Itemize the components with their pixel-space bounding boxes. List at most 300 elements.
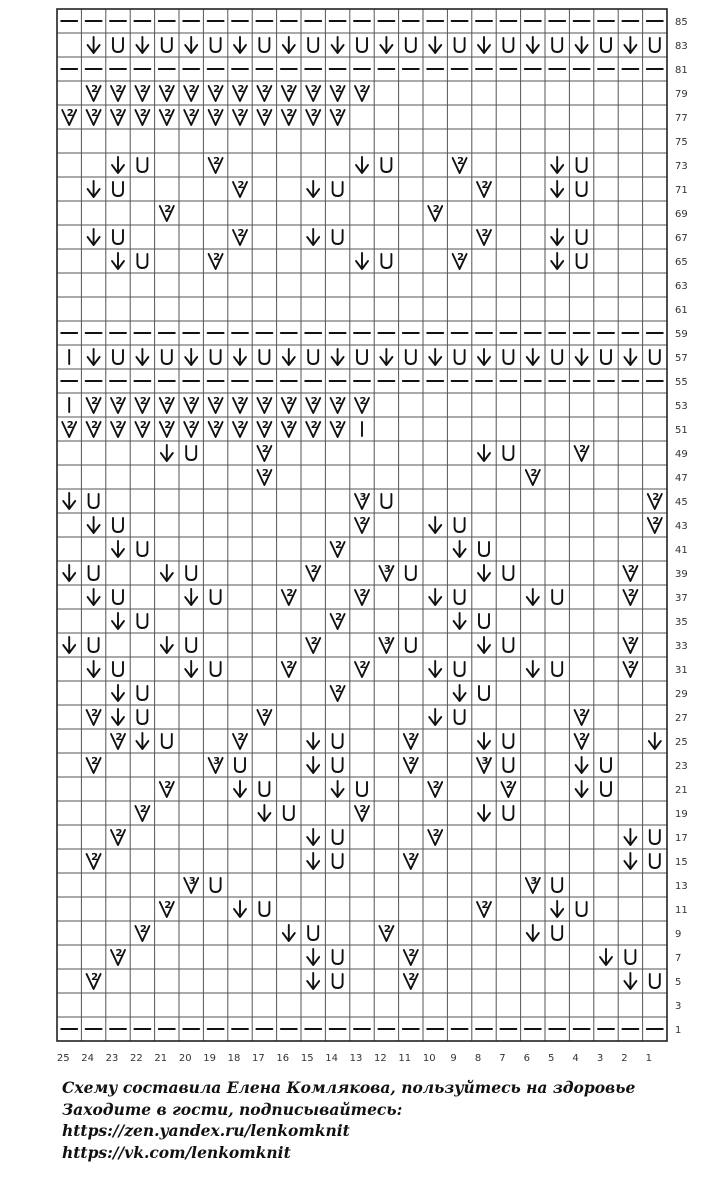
decrease-count-label: 2 xyxy=(408,732,416,743)
yarn-over-symbol xyxy=(113,518,123,532)
yarn-over-symbol xyxy=(650,974,660,988)
slip-stitch-symbol xyxy=(429,517,441,533)
yarn-over-symbol xyxy=(259,350,269,364)
slip-stitch-symbol xyxy=(429,589,441,605)
decrease-2-symbol xyxy=(135,396,149,413)
slip-stitch-symbol xyxy=(576,37,588,53)
decrease-count-label: 2 xyxy=(139,420,147,431)
slip-stitch-symbol xyxy=(136,37,148,53)
column-label: 7 xyxy=(499,1053,506,1064)
column-label: 11 xyxy=(398,1053,412,1064)
decrease-count-label: 2 xyxy=(359,804,367,815)
column-label: 18 xyxy=(227,1053,241,1064)
decrease-2-symbol xyxy=(331,420,345,437)
decrease-2-symbol xyxy=(331,684,345,701)
decrease-count-label: 2 xyxy=(310,420,318,431)
decrease-count-label: 2 xyxy=(213,108,221,119)
decrease-count-label: 2 xyxy=(213,156,221,167)
yarn-over-symbol xyxy=(552,350,562,364)
decrease-count-label: 2 xyxy=(652,516,660,527)
slip-stitch-symbol xyxy=(234,349,246,365)
decrease-count-label: 2 xyxy=(139,804,147,815)
decrease-count-label: 2 xyxy=(310,396,318,407)
decrease-count-label: 2 xyxy=(261,108,269,119)
row-label: 43 xyxy=(675,521,688,532)
decrease-count-label: 2 xyxy=(579,708,587,719)
column-label: 23 xyxy=(105,1053,119,1064)
decrease-2-symbol xyxy=(87,420,101,437)
yarn-over-symbol xyxy=(601,38,611,52)
slip-stitch-symbol xyxy=(551,157,563,173)
yarn-over-symbol xyxy=(552,926,562,940)
yarn-over-symbol xyxy=(381,494,391,508)
decrease-3-symbol xyxy=(477,756,491,773)
yarn-over-symbol xyxy=(455,590,465,604)
decrease-count-label: 2 xyxy=(66,420,74,431)
decrease-count-label: 2 xyxy=(261,396,269,407)
decrease-count-label: 2 xyxy=(237,108,245,119)
decrease-2-symbol xyxy=(233,420,247,437)
yarn-over-symbol xyxy=(186,566,196,580)
decrease-count-label: 2 xyxy=(627,564,635,575)
decrease-2-symbol xyxy=(623,636,637,653)
slip-stitch-symbol xyxy=(307,829,319,845)
slip-stitch-symbol xyxy=(63,637,75,653)
decrease-2-symbol xyxy=(257,84,271,101)
yarn-over-symbol xyxy=(406,38,416,52)
decrease-count-label: 3 xyxy=(383,636,391,647)
slip-stitch-symbol xyxy=(356,157,368,173)
yarn-over-symbol xyxy=(601,782,611,796)
decrease-2-symbol xyxy=(257,468,271,485)
yarn-over-symbol xyxy=(113,182,123,196)
column-label: 2 xyxy=(621,1053,628,1064)
yarn-over-symbol xyxy=(503,446,513,460)
decrease-2-symbol xyxy=(87,108,101,125)
column-label: 4 xyxy=(572,1053,579,1064)
decrease-2-symbol xyxy=(184,420,198,437)
decrease-count-label: 2 xyxy=(335,540,343,551)
decrease-2-symbol xyxy=(306,564,320,581)
slip-stitch-symbol xyxy=(112,541,124,557)
slip-stitch-symbol xyxy=(429,709,441,725)
decrease-count-label: 2 xyxy=(261,444,269,455)
decrease-count-label: 2 xyxy=(91,420,99,431)
decrease-2-symbol xyxy=(209,252,223,269)
yarn-over-symbol xyxy=(503,806,513,820)
decrease-2-symbol xyxy=(257,708,271,725)
decrease-count-label: 2 xyxy=(66,108,74,119)
decrease-2-symbol xyxy=(209,108,223,125)
slip-stitch-symbol xyxy=(185,661,197,677)
decrease-2-symbol xyxy=(306,420,320,437)
decrease-2-symbol xyxy=(257,444,271,461)
decrease-2-symbol xyxy=(404,852,418,869)
decrease-count-label: 2 xyxy=(188,84,196,95)
decrease-count-label: 2 xyxy=(432,204,440,215)
decrease-count-label: 2 xyxy=(359,588,367,599)
yarn-over-symbol xyxy=(308,350,318,364)
decrease-2-symbol xyxy=(282,588,296,605)
slip-stitch-symbol xyxy=(429,37,441,53)
decrease-count-label: 2 xyxy=(164,84,172,95)
slip-stitch-symbol xyxy=(454,685,466,701)
decrease-count-label: 2 xyxy=(188,108,196,119)
decrease-count-label: 2 xyxy=(286,660,294,671)
decrease-count-label: 2 xyxy=(91,756,99,767)
slip-stitch-symbol xyxy=(283,349,295,365)
slip-stitch-symbol xyxy=(380,349,392,365)
yarn-over-symbol xyxy=(406,566,416,580)
decrease-count-label: 3 xyxy=(213,756,221,767)
yarn-over-symbol xyxy=(552,662,562,676)
decrease-2-symbol xyxy=(331,396,345,413)
decrease-2-symbol xyxy=(87,852,101,869)
decrease-count-label: 2 xyxy=(115,420,123,431)
slip-stitch-symbol xyxy=(112,613,124,629)
decrease-count-label: 2 xyxy=(91,852,99,863)
yarn-over-symbol xyxy=(503,350,513,364)
decrease-count-label: 2 xyxy=(139,924,147,935)
slip-stitch-symbol xyxy=(88,589,100,605)
slip-stitch-symbol xyxy=(307,853,319,869)
column-label: 19 xyxy=(203,1053,216,1064)
decrease-count-label: 2 xyxy=(164,780,172,791)
decrease-2-symbol xyxy=(87,84,101,101)
yarn-over-symbol xyxy=(137,254,147,268)
decrease-2-symbol xyxy=(233,108,247,125)
row-label: 83 xyxy=(675,41,688,52)
slip-stitch-symbol xyxy=(112,709,124,725)
row-label: 75 xyxy=(675,137,688,148)
yarn-over-symbol xyxy=(503,734,513,748)
decrease-count-label: 3 xyxy=(383,564,391,575)
row-label: 79 xyxy=(675,89,688,100)
row-label: 19 xyxy=(675,809,688,820)
slip-stitch-symbol xyxy=(88,517,100,533)
decrease-count-label: 2 xyxy=(481,900,489,911)
yarn-over-symbol xyxy=(162,734,172,748)
decrease-2-symbol xyxy=(282,396,296,413)
decrease-2-symbol xyxy=(526,468,540,485)
decrease-2-symbol xyxy=(623,588,637,605)
decrease-count-label: 2 xyxy=(91,108,99,119)
slip-stitch-symbol xyxy=(88,37,100,53)
decrease-count-label: 2 xyxy=(237,180,245,191)
row-label: 31 xyxy=(675,665,688,676)
yarn-over-symbol xyxy=(455,518,465,532)
yarn-over-symbol xyxy=(235,758,245,772)
decrease-2-symbol xyxy=(648,516,662,533)
decrease-2-symbol xyxy=(355,396,369,413)
decrease-2-symbol xyxy=(135,108,149,125)
decrease-2-symbol xyxy=(111,420,125,437)
row-labels xyxy=(675,17,688,1036)
decrease-count-label: 2 xyxy=(408,852,416,863)
decrease-2-symbol xyxy=(379,924,393,941)
slip-stitch-symbol xyxy=(551,901,563,917)
decrease-2-symbol xyxy=(428,828,442,845)
column-label: 14 xyxy=(325,1053,338,1064)
decrease-3-symbol xyxy=(209,756,223,773)
slip-stitch-symbol xyxy=(161,445,173,461)
slip-stitch-symbol xyxy=(478,637,490,653)
row-label: 29 xyxy=(675,689,688,700)
decrease-count-label: 2 xyxy=(383,924,391,935)
row-label: 25 xyxy=(675,737,688,748)
slip-stitch-symbol xyxy=(478,805,490,821)
slip-stitch-symbol xyxy=(234,781,246,797)
decrease-2-symbol xyxy=(282,84,296,101)
row-label: 65 xyxy=(675,257,688,268)
decrease-3-symbol xyxy=(379,636,393,653)
decrease-2-symbol xyxy=(257,420,271,437)
yarn-over-symbol xyxy=(186,446,196,460)
row-label: 77 xyxy=(675,113,688,124)
slip-stitch-symbol xyxy=(185,37,197,53)
decrease-count-label: 2 xyxy=(627,588,635,599)
decrease-2-symbol xyxy=(111,828,125,845)
decrease-count-label: 2 xyxy=(530,468,538,479)
decrease-count-label: 2 xyxy=(91,708,99,719)
decrease-2-symbol xyxy=(160,84,174,101)
slip-stitch-symbol xyxy=(624,349,636,365)
decrease-count-label: 2 xyxy=(188,420,196,431)
decrease-count-label: 2 xyxy=(457,156,465,167)
decrease-2-symbol xyxy=(501,780,515,797)
decrease-2-symbol xyxy=(453,156,467,173)
row-label: 41 xyxy=(675,545,688,556)
row-label: 63 xyxy=(675,281,688,292)
decrease-2-symbol xyxy=(306,108,320,125)
caption-link-zen[interactable]: https://zen.yandex.ru/lenkomknit xyxy=(62,1121,350,1140)
decrease-count-label: 2 xyxy=(359,396,367,407)
decrease-count-label: 3 xyxy=(188,876,196,887)
decrease-count-label: 2 xyxy=(237,84,245,95)
yarn-over-symbol xyxy=(406,350,416,364)
row-label: 61 xyxy=(675,305,688,316)
slip-stitch-symbol xyxy=(161,565,173,581)
decrease-count-label: 2 xyxy=(213,420,221,431)
decrease-count-label: 2 xyxy=(408,948,416,959)
decrease-2-symbol xyxy=(160,780,174,797)
decrease-count-label: 2 xyxy=(432,780,440,791)
decrease-2-symbol xyxy=(160,204,174,221)
row-label: 23 xyxy=(675,761,688,772)
slip-stitch-symbol xyxy=(576,349,588,365)
yarn-over-symbol xyxy=(211,38,221,52)
decrease-count-label: 2 xyxy=(164,420,172,431)
decrease-2-symbol xyxy=(209,84,223,101)
decrease-3-symbol xyxy=(355,492,369,509)
decrease-2-symbol xyxy=(355,84,369,101)
yarn-over-symbol xyxy=(113,590,123,604)
decrease-2-symbol xyxy=(404,756,418,773)
decrease-count-label: 2 xyxy=(335,420,343,431)
decrease-2-symbol xyxy=(306,636,320,653)
yarn-over-symbol xyxy=(89,638,99,652)
decrease-3-symbol xyxy=(184,876,198,893)
decrease-2-symbol xyxy=(233,396,247,413)
slip-stitch-symbol xyxy=(234,37,246,53)
row-label: 33 xyxy=(675,641,688,652)
decrease-count-label: 2 xyxy=(261,420,269,431)
decrease-2-symbol xyxy=(135,420,149,437)
row-label: 11 xyxy=(675,905,688,916)
yarn-over-symbol xyxy=(333,950,343,964)
row-label: 71 xyxy=(675,185,688,196)
decrease-2-symbol xyxy=(477,180,491,197)
slip-stitch-symbol xyxy=(624,37,636,53)
slip-stitch-symbol xyxy=(258,805,270,821)
decrease-2-symbol xyxy=(135,84,149,101)
decrease-2-symbol xyxy=(282,108,296,125)
yarn-over-symbol xyxy=(455,662,465,676)
column-label: 13 xyxy=(349,1053,363,1064)
yarn-over-symbol xyxy=(137,686,147,700)
decrease-2-symbol xyxy=(355,588,369,605)
decrease-2-symbol xyxy=(428,780,442,797)
slip-stitch-symbol xyxy=(527,589,539,605)
decrease-2-symbol xyxy=(648,492,662,509)
row-label: 9 xyxy=(675,929,682,940)
decrease-2-symbol xyxy=(306,84,320,101)
decrease-count-label: 2 xyxy=(579,444,587,455)
yarn-over-symbol xyxy=(381,254,391,268)
yarn-over-symbol xyxy=(333,854,343,868)
yarn-over-symbol xyxy=(162,350,172,364)
slip-stitch-symbol xyxy=(551,229,563,245)
decrease-2-symbol xyxy=(331,84,345,101)
column-label: 15 xyxy=(300,1053,314,1064)
yarn-over-symbol xyxy=(259,782,269,796)
slip-stitch-symbol xyxy=(88,349,100,365)
slip-stitch-symbol xyxy=(283,925,295,941)
decrease-3-symbol xyxy=(526,876,540,893)
yarn-over-symbol xyxy=(479,542,489,556)
decrease-2-symbol xyxy=(453,252,467,269)
decrease-2-symbol xyxy=(404,948,418,965)
decrease-2-symbol xyxy=(477,228,491,245)
slip-stitch-symbol xyxy=(380,37,392,53)
decrease-count-label: 2 xyxy=(115,396,123,407)
decrease-2-symbol xyxy=(209,396,223,413)
row-label: 13 xyxy=(675,881,688,892)
column-label: 17 xyxy=(252,1053,265,1064)
decrease-count-label: 2 xyxy=(261,468,269,479)
decrease-2-symbol xyxy=(623,564,637,581)
slip-stitch-symbol xyxy=(429,661,441,677)
decrease-count-label: 2 xyxy=(91,84,99,95)
column-label: 25 xyxy=(56,1053,70,1064)
slip-stitch-symbol xyxy=(527,37,539,53)
row-label: 1 xyxy=(675,1025,682,1036)
slip-stitch-symbol xyxy=(112,157,124,173)
row-label: 53 xyxy=(675,401,688,412)
column-label: 12 xyxy=(374,1053,387,1064)
yarn-over-symbol xyxy=(650,350,660,364)
decrease-count-label: 2 xyxy=(115,84,123,95)
decrease-count-label: 2 xyxy=(652,492,660,503)
caption-link-vk[interactable]: https://vk.com/lenkomknit xyxy=(62,1142,291,1162)
decrease-count-label: 2 xyxy=(115,948,123,959)
decrease-2-symbol xyxy=(111,948,125,965)
yarn-over-symbol xyxy=(259,902,269,916)
yarn-over-symbol xyxy=(211,662,221,676)
decrease-count-label: 2 xyxy=(481,228,489,239)
slip-stitch-symbol xyxy=(649,733,661,749)
row-label: 45 xyxy=(675,497,688,508)
decrease-2-symbol xyxy=(575,444,589,461)
decrease-2-symbol xyxy=(355,804,369,821)
decrease-count-label: 2 xyxy=(115,828,123,839)
decrease-count-label: 2 xyxy=(188,396,196,407)
chart-symbols xyxy=(61,21,663,1029)
yarn-over-symbol xyxy=(308,926,318,940)
decrease-2-symbol xyxy=(404,732,418,749)
yarn-over-symbol xyxy=(625,950,635,964)
slip-stitch-symbol xyxy=(307,733,319,749)
slip-stitch-symbol xyxy=(112,685,124,701)
decrease-count-label: 2 xyxy=(408,756,416,767)
decrease-2-symbol xyxy=(87,756,101,773)
yarn-over-symbol xyxy=(308,38,318,52)
row-label: 85 xyxy=(675,17,688,28)
column-labels xyxy=(57,1053,652,1064)
decrease-count-label: 2 xyxy=(627,660,635,671)
slip-stitch-symbol xyxy=(576,757,588,773)
slip-stitch-symbol xyxy=(527,349,539,365)
yarn-over-symbol xyxy=(479,686,489,700)
decrease-count-label: 2 xyxy=(164,900,172,911)
decrease-count-label: 2 xyxy=(237,732,245,743)
slip-stitch-symbol xyxy=(478,445,490,461)
decrease-2-symbol xyxy=(160,420,174,437)
decrease-count-label: 2 xyxy=(286,420,294,431)
decrease-count-label: 3 xyxy=(530,876,538,887)
row-label: 5 xyxy=(675,977,682,988)
decrease-2-symbol xyxy=(184,396,198,413)
slip-stitch-symbol xyxy=(307,181,319,197)
column-label: 21 xyxy=(154,1053,168,1064)
yarn-over-symbol xyxy=(89,494,99,508)
yarn-over-symbol xyxy=(284,806,294,820)
slip-stitch-symbol xyxy=(478,733,490,749)
column-label: 1 xyxy=(645,1053,652,1064)
decrease-count-label: 2 xyxy=(91,972,99,983)
decrease-2-symbol xyxy=(209,420,223,437)
yarn-over-symbol xyxy=(137,158,147,172)
yarn-over-symbol xyxy=(333,758,343,772)
row-label: 69 xyxy=(675,209,688,220)
decrease-2-symbol xyxy=(233,180,247,197)
slip-stitch-symbol xyxy=(283,37,295,53)
decrease-2-symbol xyxy=(355,660,369,677)
decrease-count-label: 2 xyxy=(359,84,367,95)
slip-stitch-symbol xyxy=(234,901,246,917)
decrease-count-label: 2 xyxy=(335,396,343,407)
yarn-over-symbol xyxy=(503,38,513,52)
decrease-count-label: 2 xyxy=(164,204,172,215)
decrease-count-label: 2 xyxy=(237,396,245,407)
decrease-2-symbol xyxy=(257,396,271,413)
slip-stitch-symbol xyxy=(527,925,539,941)
decrease-2-symbol xyxy=(135,924,149,941)
row-label: 55 xyxy=(675,377,688,388)
decrease-count-label: 2 xyxy=(261,708,269,719)
decrease-3-symbol xyxy=(379,564,393,581)
yarn-over-symbol xyxy=(455,710,465,724)
